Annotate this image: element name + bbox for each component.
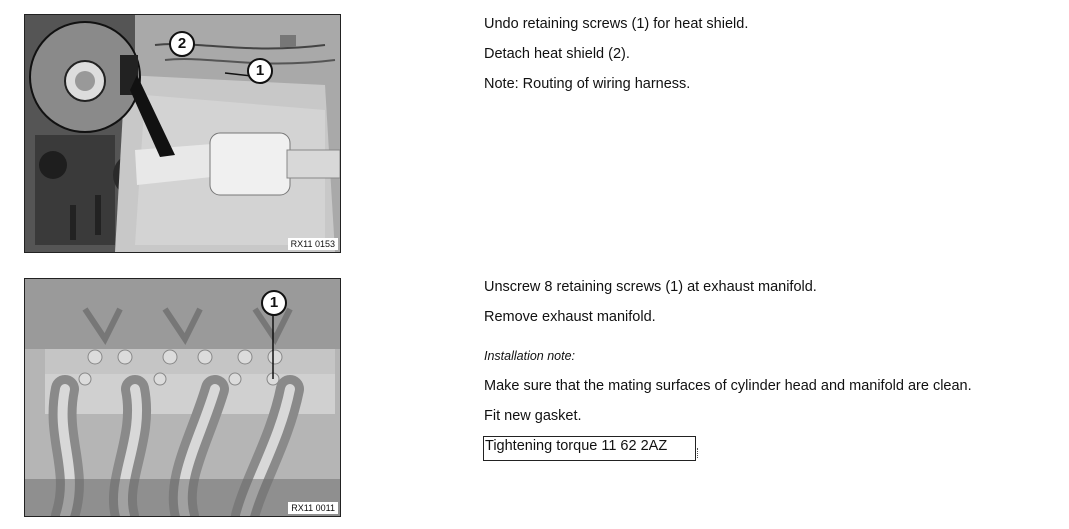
link-marker xyxy=(697,448,700,458)
callout-1: 1 xyxy=(247,58,273,84)
figure-id-label: RX11 0011 xyxy=(288,502,338,514)
tightening-torque-link[interactable] xyxy=(483,436,696,461)
step-clean-surfaces: Make sure that the mating surfaces of cylinder head and manifold are clean. xyxy=(484,378,972,394)
figure-exhaust-manifold xyxy=(24,278,341,517)
note-wiring-harness: Note: Routing of wiring harness. xyxy=(484,76,691,92)
figure-heat-shield xyxy=(24,14,341,253)
exhaust-manifold-photo xyxy=(25,279,340,516)
step-remove-manifold: Remove exhaust manifold. xyxy=(484,309,656,325)
step-detach-shield: Detach heat shield (2). xyxy=(484,46,630,62)
installation-note-heading: Installation note: xyxy=(484,349,576,363)
figure-id-label: RX11 0153 xyxy=(288,238,338,250)
callout-2: 2 xyxy=(169,31,195,57)
step-unscrew-manifold: Unscrew 8 retaining screws (1) at exhaust manifold. xyxy=(484,279,817,295)
callout-1: 1 xyxy=(261,290,287,316)
tightening-torque-label: Tightening torque 11 62 2AZ xyxy=(485,438,668,454)
step-undo-screws: Undo retaining screws (1) for heat shield. xyxy=(484,16,749,32)
step-fit-gasket: Fit new gasket. xyxy=(484,408,582,424)
